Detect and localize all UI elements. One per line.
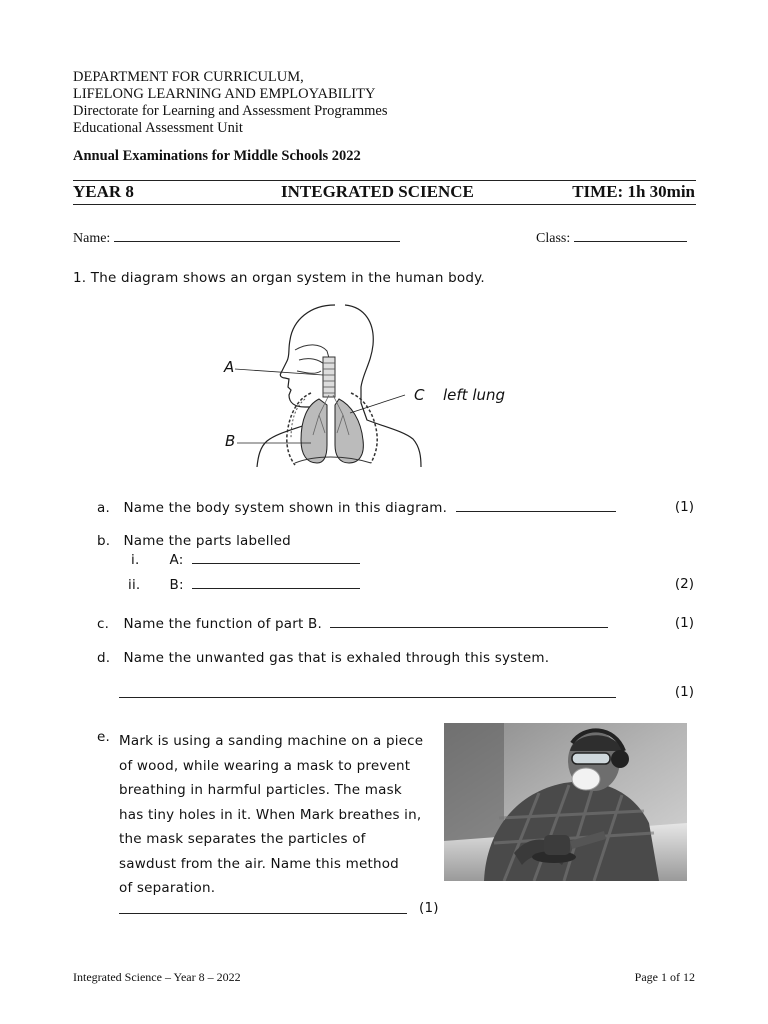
part-b-ii-num: ii. (128, 577, 141, 593)
part-b (97, 533, 291, 549)
part-d-marks: (1) (674, 684, 694, 700)
directorate-line: Directorate for Learning and Assessment Programmes (73, 103, 388, 119)
part-e-letter: e. (97, 729, 110, 745)
part-e-line: breathing in harmful particles. The mask (119, 782, 402, 798)
name-blank[interactable] (114, 229, 400, 242)
part-b-marks: (2) (674, 576, 694, 592)
part-d-text: Name the unwanted gas that is exhaled through this system. (123, 650, 550, 666)
part-b-text: Name the parts labelled (123, 533, 291, 549)
part-b-i-num: i. (131, 552, 140, 568)
part-a-marks: (1) (674, 499, 694, 515)
part-b-ii (128, 576, 360, 593)
part-a-letter: a. (97, 500, 110, 516)
part-c-marks: (1) (674, 615, 694, 631)
name-field[interactable] (73, 229, 400, 247)
part-c (97, 615, 608, 632)
title-rule-top (73, 180, 696, 181)
part-e-marks: (1) (419, 900, 439, 916)
part-c-text: Name the function of part B. (123, 616, 322, 632)
part-e-line: sawdust from the air. Name this method (119, 855, 399, 872)
subject-label: INTEGRATED SCIENCE (281, 182, 474, 201)
part-d-letter: d. (97, 650, 111, 666)
part-b-ii-answer-line[interactable] (192, 576, 360, 589)
year-label: YEAR 8 (73, 182, 134, 201)
part-e-line: Mark is using a sanding machine on a piece (119, 733, 424, 749)
diagram-label-c: C (414, 386, 425, 404)
title-rule-bottom (73, 204, 696, 205)
part-c-letter: c. (97, 616, 110, 632)
class-label: Class: (536, 231, 571, 246)
part-e-line: of wood, while wearing a mask to prevent (119, 757, 411, 774)
part-b-letter: b. (97, 533, 111, 549)
respiratory-system-diagram (215, 295, 520, 470)
part-a (97, 499, 616, 516)
part-b-i-label: A: (169, 552, 184, 568)
question-1-intro: 1. The diagram shows an organ system in the human body. (73, 270, 485, 286)
class-blank[interactable] (574, 229, 687, 242)
exam-title: Annual Examinations for Middle Schools 2022 (73, 148, 361, 164)
part-c-answer-line[interactable] (330, 615, 608, 628)
name-label: Name: (73, 231, 111, 246)
part-e-line: of separation. (119, 880, 216, 896)
diagram-label-a: A (224, 358, 235, 376)
part-b-i-answer-line[interactable] (192, 551, 360, 564)
sanding-photo (444, 723, 687, 881)
part-a-answer-line[interactable] (456, 499, 616, 512)
part-e-line: the mask separates the particles of (119, 831, 366, 847)
footer-page-number: Page 1 of 12 (634, 970, 695, 984)
part-b-ii-label: B: (169, 577, 184, 593)
part-e-line: has tiny holes in it. When Mark breathes in, (119, 806, 422, 823)
part-e-text (119, 729, 439, 901)
time-label: TIME: 1h 30min (572, 182, 695, 201)
department-line-1: DEPARTMENT FOR CURRICULUM, (73, 69, 304, 85)
diagram-label-b: B (225, 432, 236, 450)
part-a-text: Name the body system shown in this diagram. (123, 500, 448, 516)
footer-left: Integrated Science – Year 8 – 2022 (73, 970, 241, 984)
part-d (97, 650, 549, 666)
diagram-label-c-text: left lung (443, 386, 506, 404)
part-b-i (131, 551, 360, 568)
part-e-answer-line[interactable] (119, 913, 407, 914)
unit-line: Educational Assessment Unit (73, 120, 243, 136)
part-d-answer-line[interactable] (119, 697, 616, 698)
department-line-2: LIFELONG LEARNING AND EMPLOYABILITY (73, 86, 376, 102)
class-field[interactable] (536, 229, 687, 247)
